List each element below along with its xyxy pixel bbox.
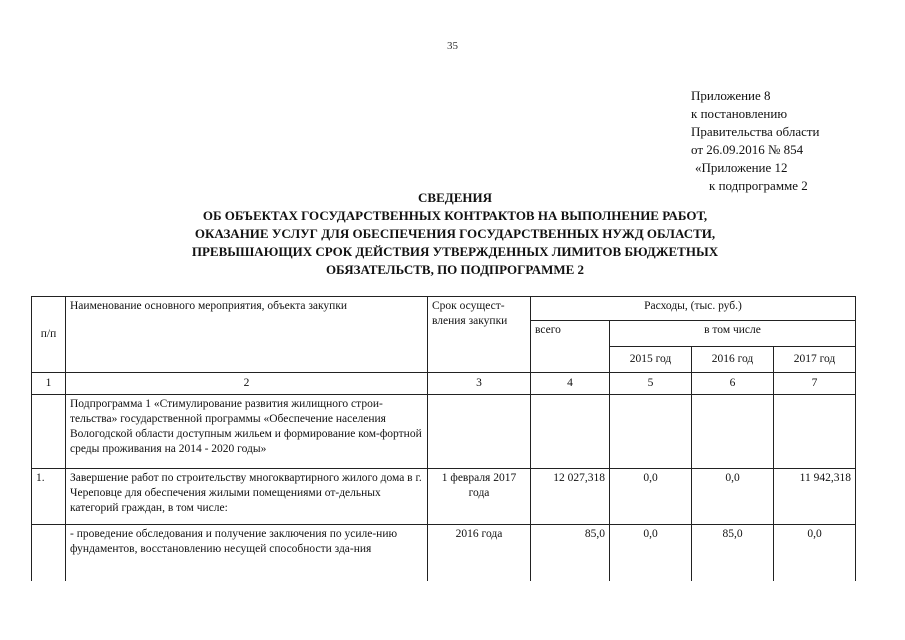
row-total: 12 027,318 xyxy=(531,469,610,525)
row-num: 1. xyxy=(32,469,66,525)
header-term: Срок осущест-вления закупки xyxy=(428,297,531,373)
row-2015: 0,0 xyxy=(610,525,692,581)
document-title xyxy=(150,189,760,279)
appendix-line: «Приложение 12 xyxy=(695,160,788,175)
header-num: п/п xyxy=(32,297,66,373)
row-num xyxy=(32,525,66,581)
header-expenses: Расходы, (тыс. руб.) xyxy=(531,297,856,321)
table-row xyxy=(32,469,856,525)
row-term xyxy=(428,395,531,469)
header-2016: 2016 год xyxy=(692,347,774,373)
row-2017: 0,0 xyxy=(774,525,856,581)
col-number: 3 xyxy=(428,373,531,395)
page-number: 35 xyxy=(447,40,458,52)
title-line: ПРЕВЫШАЮЩИХ СРОК ДЕЙСТВИЯ УТВЕРЖДЕННЫХ ЛИМИТОВ БЮДЖЕТНЫХ xyxy=(191,244,719,259)
col-number: 5 xyxy=(610,373,692,395)
appendix-line: к подпрограмме 2 xyxy=(709,178,808,193)
appendix-line: от 26.09.2016 № 854 xyxy=(691,142,804,157)
row-num xyxy=(32,395,66,469)
row-2016 xyxy=(692,395,774,469)
row-2016: 0,0 xyxy=(692,469,774,525)
row-2016: 85,0 xyxy=(692,525,774,581)
header-2015: 2015 год xyxy=(610,347,692,373)
row-name: Завершение работ по строительству многоквартирного жилого дома в г. Череповце для обеспечения жилыми помещениями от-дельных категорий граждан, в том числе: xyxy=(66,469,428,525)
row-2015 xyxy=(610,395,692,469)
table-row xyxy=(32,395,856,469)
header-2017: 2017 год xyxy=(774,347,856,373)
header-incl: в том числе xyxy=(610,321,856,347)
row-name: Подпрограмма 1 «Стимулирование развития жилищного строи-тельства» государственной программы «Обеспечение населения Вологодской области доступным жильем и формирование ком-фортной среды проживания на 2014 - 2020 годы» xyxy=(66,395,428,469)
row-2015: 0,0 xyxy=(610,469,692,525)
table-row xyxy=(32,525,856,581)
col-number: 6 xyxy=(692,373,774,395)
title-line: СВЕДЕНИЯ xyxy=(418,190,492,205)
col-number: 1 xyxy=(32,373,66,395)
row-term: 2016 года xyxy=(428,525,531,581)
col-number: 2 xyxy=(66,373,428,395)
row-2017 xyxy=(774,395,856,469)
title-line: ОБЯЗАТЕЛЬСТВ, ПО ПОДПРОГРАММЕ 2 xyxy=(325,262,585,277)
column-numbers-row xyxy=(32,373,856,395)
row-total: 85,0 xyxy=(531,525,610,581)
appendix-line: Приложение 8 xyxy=(691,88,771,103)
title-line: ОКАЗАНИЕ УСЛУГ ДЛЯ ОБЕСПЕЧЕНИЯ ГОСУДАРСТВЕННЫХ НУЖД ОБЛАСТИ, xyxy=(194,226,716,241)
appendix-line: Правительства области xyxy=(691,124,820,139)
col-number: 7 xyxy=(774,373,856,395)
header-row xyxy=(32,297,856,321)
appendix-line: к постановлению xyxy=(691,106,788,121)
appendix-block xyxy=(691,87,820,195)
col-number: 4 xyxy=(531,373,610,395)
row-2017: 11 942,318 xyxy=(774,469,856,525)
contracts-table xyxy=(31,296,856,581)
row-total xyxy=(531,395,610,469)
row-name: - проведение обследования и получение заключения по усиле-нию фундаментов, восстановлению несущей способности зда-ния xyxy=(66,525,428,581)
header-name: Наименование основного мероприятия, объекта закупки xyxy=(66,297,428,373)
header-total: всего xyxy=(531,321,610,373)
title-line: ОБ ОБЪЕКТАХ ГОСУДАРСТВЕННЫХ КОНТРАКТОВ НА ВЫПОЛНЕНИЕ РАБОТ, xyxy=(202,208,708,223)
row-term: 1 февраля 2017 года xyxy=(428,469,531,525)
